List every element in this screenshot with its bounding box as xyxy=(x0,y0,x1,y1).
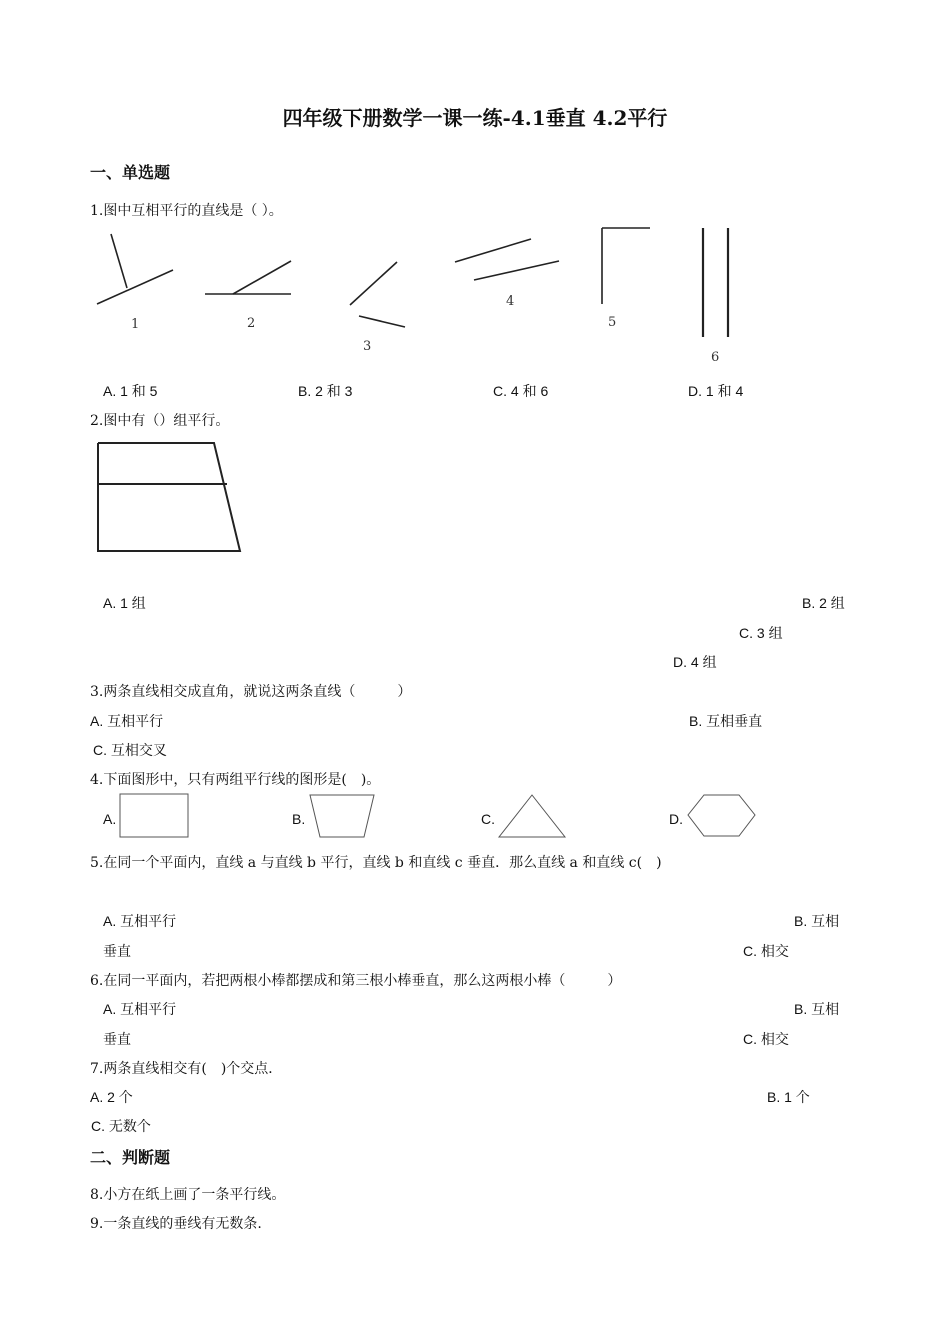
fig4-line-a xyxy=(455,239,531,262)
question-1-option-b[interactable]: B. 2 和 3 xyxy=(298,383,353,399)
question-5-text: 5.在同一个平面内，直线 a 与直线 b 平行，直线 b 和直线 c 垂直．那么直线 a 和直线 c( ) xyxy=(90,855,662,871)
question-6-text: 6.在同一平面内，若把两根小棒都摆成和第三根小棒垂直，那么这两根小棒（ ） xyxy=(90,973,622,989)
question-2-option-c[interactable]: C. 3 组 xyxy=(739,625,783,641)
question-3-option-c[interactable]: C. 互相交叉 xyxy=(93,742,167,758)
question-5-option-b[interactable]: B. 互相 xyxy=(794,913,840,929)
fig-label-5: 5 xyxy=(608,315,617,330)
question-1-text: 1.图中互相平行的直线是（ ）。 xyxy=(90,203,283,219)
question-3-option-a[interactable]: A. 互相平行 xyxy=(90,713,164,729)
question-4-option-a[interactable]: A. xyxy=(103,811,117,827)
fig-label-4: 4 xyxy=(506,294,515,309)
question-4-option-b[interactable]: B. xyxy=(292,811,306,827)
question-2-option-d[interactable]: D. 4 组 xyxy=(673,654,717,670)
fig-label-1: 1 xyxy=(131,317,140,332)
question-1-option-c[interactable]: C. 4 和 6 xyxy=(493,383,549,399)
fig4-line-b xyxy=(474,261,559,280)
question-2-option-b[interactable]: B. 2 组 xyxy=(802,595,845,611)
question-6-option-b-continued[interactable]: 垂直 xyxy=(103,1031,131,1047)
question-9-text: 9.一条直线的垂线有无数条. xyxy=(90,1216,262,1232)
fig-label-3: 3 xyxy=(363,339,372,354)
question-6-option-b[interactable]: B. 互相 xyxy=(794,1001,840,1017)
fig2-line-b xyxy=(233,261,291,294)
question-7-option-b[interactable]: B. 1 个 xyxy=(767,1089,810,1105)
fig-label-6: 6 xyxy=(711,350,720,365)
page-title: 四年级下册数学一课一练-4.1垂直 4.2平行 xyxy=(282,106,668,130)
fig-label-2: 2 xyxy=(247,316,256,331)
question-7-option-a[interactable]: A. 2 个 xyxy=(90,1089,133,1105)
question-4-text: 4.下面图形中，只有两组平行线的图形是( )。 xyxy=(90,772,381,788)
fig1-line-b xyxy=(97,270,173,304)
option-a-rectangle-shape xyxy=(118,792,192,840)
section-heading-true-false: 二、判断题 xyxy=(90,1148,171,1167)
question-3-option-b[interactable]: B. 互相垂直 xyxy=(689,713,763,729)
question-4-option-c[interactable]: C. xyxy=(481,811,495,827)
question-1-figure xyxy=(85,220,765,370)
question-5-option-a[interactable]: A. 互相平行 xyxy=(103,913,177,929)
question-7-option-c[interactable]: C. 无数个 xyxy=(91,1118,151,1134)
question-3-text: 3.两条直线相交成直角，就说这两条直线（ ） xyxy=(90,684,412,700)
question-1-option-d[interactable]: D. 1 和 4 xyxy=(688,383,744,399)
question-8-text: 8.小方在纸上画了一条平行线。 xyxy=(90,1187,286,1203)
question-5-option-c[interactable]: C. 相交 xyxy=(743,943,789,959)
question-6-option-a[interactable]: A. 互相平行 xyxy=(103,1001,177,1017)
question-2-option-a[interactable]: A. 1 组 xyxy=(103,595,146,611)
option-d-hexagon-shape xyxy=(684,792,760,840)
fig1-line-a xyxy=(111,234,127,288)
fig3-line-a xyxy=(350,262,397,305)
section-heading-single-choice: 一、单选题 xyxy=(90,163,171,182)
question-4-option-d[interactable]: D. xyxy=(669,811,683,827)
question-5-option-b-continued[interactable]: 垂直 xyxy=(103,943,131,959)
question-2-figure xyxy=(90,435,250,560)
question-2-text: 2.图中有（）组平行。 xyxy=(90,413,230,429)
fig3-line-b xyxy=(359,316,405,327)
option-c-triangle-shape xyxy=(496,792,570,840)
option-b-trapezoid-shape xyxy=(306,792,380,840)
question-1-option-a[interactable]: A. 1 和 5 xyxy=(103,383,158,399)
question-6-option-c[interactable]: C. 相交 xyxy=(743,1031,789,1047)
question-7-text: 7.两条直线相交有( )个交点． xyxy=(90,1061,283,1077)
